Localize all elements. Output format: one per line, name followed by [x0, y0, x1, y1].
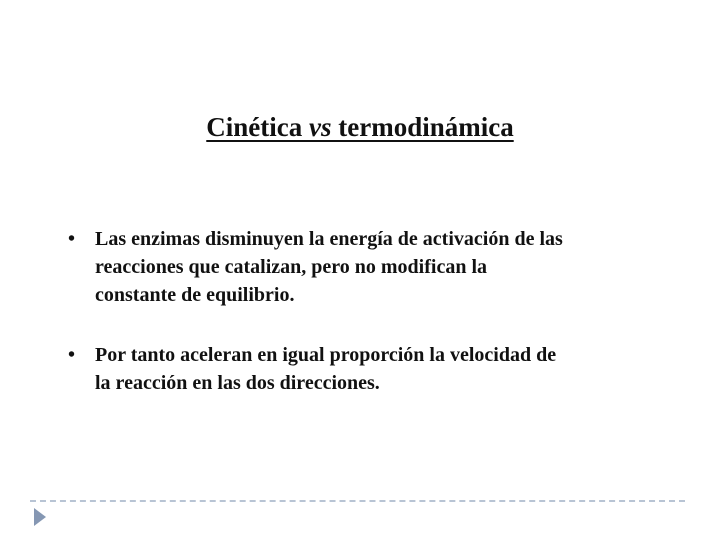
- bullet-item-2: [68, 341, 648, 397]
- bullet-item-1: [68, 225, 648, 309]
- bullet-marker: •: [68, 344, 76, 366]
- triangle-right-icon: [34, 508, 46, 526]
- bullet-list: [68, 225, 648, 429]
- bullet-2-line-2: la reacción en las dos direcciones.: [95, 372, 380, 394]
- bullet-1-line-3: constante de equilibrio.: [95, 284, 295, 306]
- bullet-1-line-2: reacciones que catalizan, pero no modifican la: [95, 256, 488, 278]
- slide-title-text: [206, 112, 513, 142]
- title-part-3: termodinámica: [331, 112, 514, 142]
- title-part-1: Cinética: [206, 112, 309, 142]
- bullet-2-line-1: Por tanto aceleran en igual proporción la velocidad de: [95, 344, 557, 366]
- bullet-1-line-1: Las enzimas disminuyen la energía de activación de las: [95, 228, 563, 250]
- footer-divider: [30, 500, 685, 502]
- slide-title: [0, 110, 720, 144]
- title-part-vs: vs: [309, 112, 332, 142]
- bullet-marker: •: [68, 228, 76, 250]
